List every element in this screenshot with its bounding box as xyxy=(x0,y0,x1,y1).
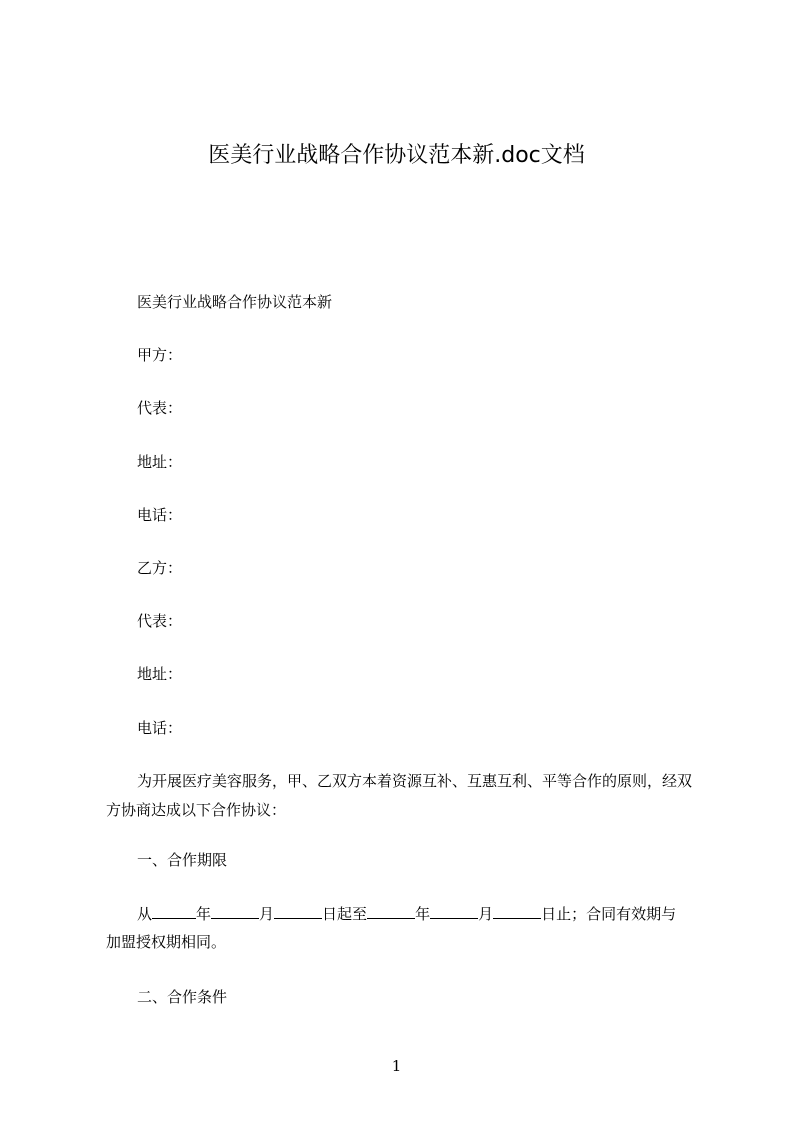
page-number: 1 xyxy=(391,1057,402,1075)
term-year-2: 年 xyxy=(415,905,431,923)
blank-line xyxy=(493,904,541,919)
term-continuation: 加盟授权期相同。 xyxy=(106,933,227,951)
document-title: 医美行业战略合作协议范本新.doc文档 xyxy=(208,143,585,168)
blank-line xyxy=(274,904,322,919)
blank-line xyxy=(211,904,259,919)
party-b-representative-label: 代表： xyxy=(137,612,183,630)
term-day-from: 日起至 xyxy=(322,905,368,923)
blank-line xyxy=(367,904,415,919)
term-day-to: 日止；合同有效期与 xyxy=(541,905,677,923)
blank-line xyxy=(430,904,478,919)
blank-line xyxy=(152,904,196,919)
intro-paragraph: 为开展医疗美容服务，甲、乙双方本着资源互补、互惠互利、平等合作的原则，经双方协商达成以下合作协议： xyxy=(106,772,693,819)
party-b-address-label: 地址： xyxy=(137,665,183,683)
party-b-phone-label: 电话： xyxy=(137,719,183,737)
party-a-label: 甲方： xyxy=(137,346,183,364)
section-1-heading: 一、合作期限 xyxy=(137,851,228,869)
agreement-subtitle: 医美行业战略合作协议范本新 xyxy=(137,293,333,311)
party-a-phone-label: 电话： xyxy=(137,506,183,524)
term-month-1: 月 xyxy=(259,905,275,923)
party-b-label: 乙方： xyxy=(137,559,183,577)
term-month-2: 月 xyxy=(478,905,494,923)
term-year-1: 年 xyxy=(196,905,212,923)
term-sentence xyxy=(137,904,676,924)
party-a-address-label: 地址： xyxy=(137,453,183,471)
section-2-heading: 二、合作条件 xyxy=(137,988,228,1006)
term-from: 从 xyxy=(137,905,153,923)
party-a-representative-label: 代表： xyxy=(137,399,183,417)
